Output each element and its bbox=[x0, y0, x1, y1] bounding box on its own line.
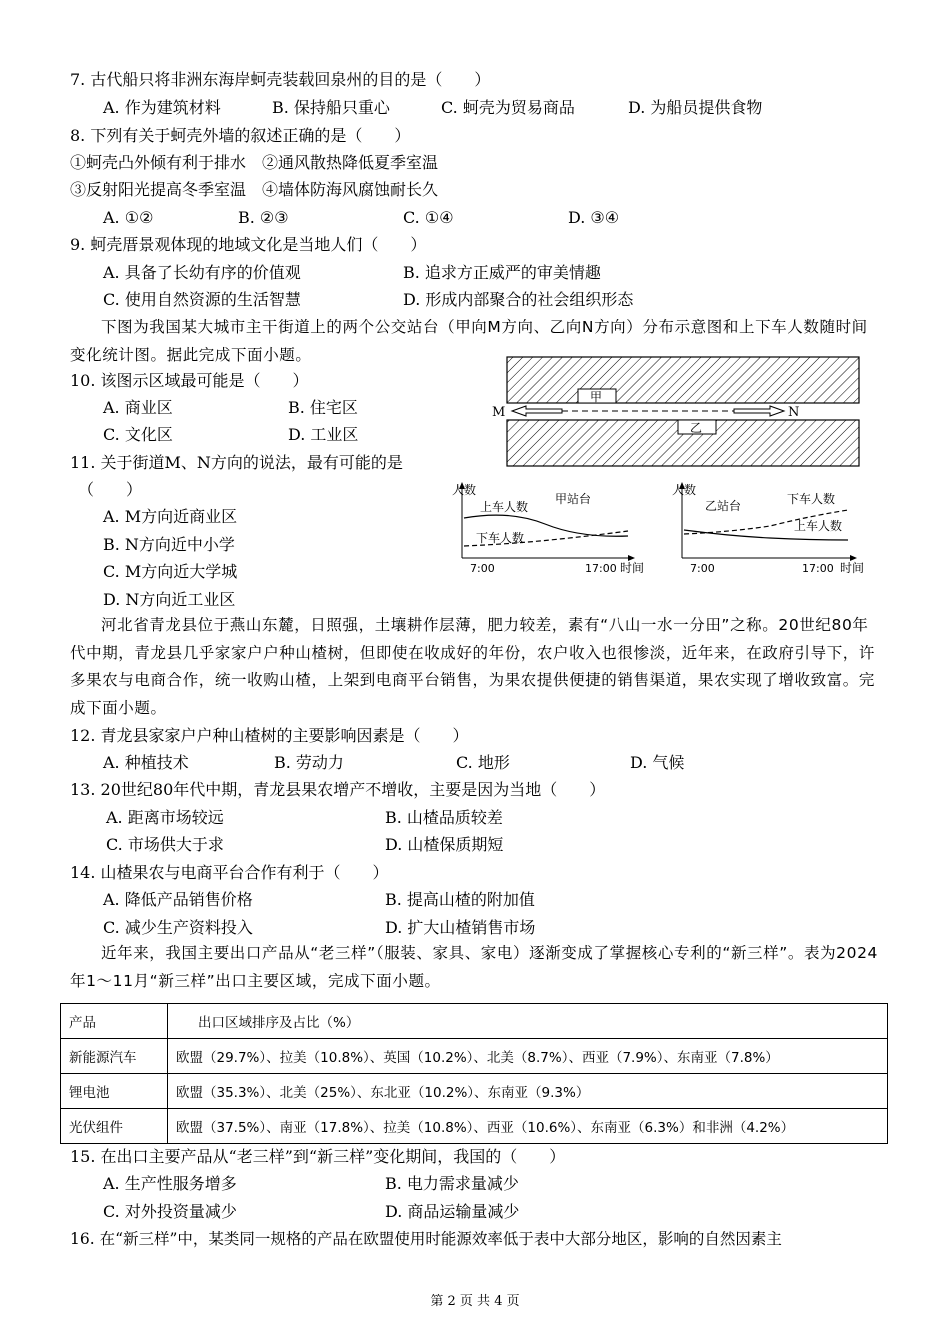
q9-option-a: A. 具备了长幼有序的价值观 bbox=[103, 263, 301, 282]
table-cell-product: 新能源汽车 bbox=[61, 1039, 168, 1074]
q11-option-d: D. N方向近工业区 bbox=[103, 590, 236, 609]
q14-option-c: C. 减少生产资料投入 bbox=[103, 918, 253, 937]
q9-option-b: B. 追求方正威严的审美情趣 bbox=[403, 263, 601, 282]
q12-option-b: B. 劳动力 bbox=[274, 753, 344, 772]
page-footer: 第 2 页 共 4 页 bbox=[430, 1294, 520, 1309]
q15-option-d: D. 商品运输量减少 bbox=[385, 1202, 520, 1221]
building-block-north bbox=[507, 357, 859, 403]
chart-jia-tick-end: 17:00 bbox=[585, 562, 617, 575]
chart-yi-station bbox=[670, 480, 880, 580]
chart-jia-down-label: 下车人数 bbox=[476, 531, 525, 545]
q8-option-d: D. ③④ bbox=[568, 208, 620, 227]
intro-paragraph-qinglong: 河北省青龙县位于燕山东麓，日照强，土壤耕作层薄，肥力较差，素有“八山一水一分田”之称。20世纪80年代中期，青龙县几乎家家户户种山楂树，但即使在收成好的年份，农户收入也很惨淡，近年来，在政府引导下，许多果农与电商合作，统一收购山楂，上架到电商平台销售，为果农提供便捷的销售渠道，果农实现了增收致富。完成下面小题。 bbox=[70, 616, 876, 717]
arrow-n bbox=[734, 406, 784, 416]
station-yi-label: 乙 bbox=[690, 421, 703, 435]
q15-option-a: A. 生产性服务增多 bbox=[103, 1174, 237, 1193]
q8-statement-2: ③反射阳光提高冬季室温 ④墙体防海风腐蚀耐长久 bbox=[70, 180, 439, 199]
q7-option-b: B. 保持船只重心 bbox=[272, 98, 390, 117]
q8-option-a: A. ①② bbox=[103, 208, 154, 227]
arrow-m bbox=[512, 406, 562, 416]
chart-yi-down-label: 下车人数 bbox=[787, 492, 836, 506]
q15-option-b: B. 电力需求量减少 bbox=[385, 1174, 519, 1193]
table-row bbox=[61, 1039, 888, 1074]
q12-stem: 12. 青龙县家家户户种山楂树的主要影响因素是（ ） bbox=[70, 726, 469, 745]
q11-option-a: A. M方向近商业区 bbox=[103, 507, 238, 526]
q12-option-a: A. 种植技术 bbox=[103, 753, 189, 772]
intro-paragraph-new-three: 近年来，我国主要出口产品从“老三样”（服装、家具、家电）逐渐变成了掌握核心专利的“新三样”。表为2024年1～11月“新三样”出口主要区域，完成下面小题。 bbox=[70, 944, 879, 990]
q7-option-c: C. 蚵壳为贸易商品 bbox=[441, 98, 575, 117]
q12-option-d: D. 气候 bbox=[630, 753, 685, 772]
table-header-row bbox=[61, 1004, 888, 1039]
chart-yi-x-label: 时间 bbox=[840, 561, 865, 575]
q10-option-d: D. 工业区 bbox=[288, 425, 359, 444]
chart-yi-up-label: 上车人数 bbox=[794, 519, 843, 533]
chart-yi-y-label: 人数 bbox=[672, 483, 697, 497]
q8-option-b: B. ②③ bbox=[238, 208, 289, 227]
chart-jia-y-label: 人数 bbox=[452, 483, 477, 497]
q10-option-c: C. 文化区 bbox=[103, 425, 173, 444]
q13-option-b: B. 山楂品质较差 bbox=[385, 808, 503, 827]
table-cell-product: 光伏组件 bbox=[61, 1109, 168, 1144]
q9-option-d: D. 形成内部聚合的社会组织形态 bbox=[403, 290, 634, 309]
street-diagram bbox=[490, 350, 890, 470]
table-row bbox=[61, 1074, 888, 1109]
label-n: N bbox=[788, 405, 800, 420]
chart-yi-title: 乙站台 bbox=[705, 499, 742, 513]
intro-paragraph-bus: 下图为我国某大城市主干街道上的两个公交站台（甲向M方向、乙向N方向）分布示意图和上下车人数随时间变化统计图。据此完成下面小题。 bbox=[70, 318, 868, 364]
q13-stem: 13. 20世纪80年代中期，青龙县果农增产不增收，主要是因为当地（ ） bbox=[70, 780, 606, 799]
table-cell-regions: 欧盟（35.3%）、北美（25%）、东北亚（10.2%）、东南亚（9.3%） bbox=[168, 1074, 888, 1109]
q14-option-d: D. 扩大山楂销售市场 bbox=[385, 918, 536, 937]
q9-stem: 9. 蚵壳厝景观体现的地域文化是当地人们（ ） bbox=[70, 235, 427, 254]
chart-jia-x-label: 时间 bbox=[620, 561, 645, 575]
q13-option-c: C. 市场供大于求 bbox=[106, 835, 224, 854]
q14-option-b: B. 提高山楂的附加值 bbox=[385, 890, 535, 909]
table-row bbox=[61, 1109, 888, 1144]
table-header-region: 出口区域排序及占比（%） bbox=[168, 1004, 888, 1039]
q11-option-b: B. N方向近中小学 bbox=[103, 535, 235, 554]
q8-option-c: C. ①④ bbox=[403, 208, 454, 227]
q10-option-b: B. 住宅区 bbox=[288, 398, 358, 417]
q10-option-a: A. 商业区 bbox=[103, 398, 173, 417]
q13-option-d: D. 山楂保质期短 bbox=[385, 835, 504, 854]
chart-jia-up-label: 上车人数 bbox=[480, 500, 529, 514]
q12-option-c: C. 地形 bbox=[456, 753, 510, 772]
q11-option-c: C. M方向近大学城 bbox=[103, 562, 238, 581]
chart-jia-station bbox=[450, 480, 655, 580]
table-cell-product: 锂电池 bbox=[61, 1074, 168, 1109]
q15-option-c: C. 对外投资量减少 bbox=[103, 1202, 237, 1221]
q13-option-a: A. 距离市场较远 bbox=[106, 808, 224, 827]
q14-option-a: A. 降低产品销售价格 bbox=[103, 890, 253, 909]
label-m: M bbox=[492, 405, 506, 420]
export-table bbox=[60, 1003, 888, 1144]
q8-stem: 8. 下列有关于蚵壳外墙的叙述正确的是（ ） bbox=[70, 126, 411, 145]
table-cell-regions: 欧盟（29.7%）、拉美（10.8%）、英国（10.2%）、北美（8.7%）、西亚（7.9%）、东南亚（7.8%） bbox=[168, 1039, 888, 1074]
q7-option-a: A. 作为建筑材料 bbox=[103, 98, 221, 117]
q7-option-d: D. 为船员提供食物 bbox=[628, 98, 763, 117]
chart-yi-tick-start: 7:00 bbox=[690, 562, 715, 575]
table-cell-regions: 欧盟（37.5%）、南亚（17.8%）、拉美（10.8%）、西亚（10.6%）、东南亚（6.3%）和非洲（4.2%） bbox=[168, 1109, 888, 1144]
q8-statement-1: ①蚵壳凸外倾有利于排水 ②通风散热降低夏季室温 bbox=[70, 153, 439, 172]
q9-option-c: C. 使用自然资源的生活智慧 bbox=[103, 290, 301, 309]
q15-stem: 15. 在出口主要产品从“老三样”到“新三样”变化期间，我国的（ ） bbox=[70, 1147, 566, 1166]
q16-stem: 16. 在“新三样”中，某类同一规格的产品在欧盟使用时能源效率低于表中大部分地区，影响的自然因素主 bbox=[70, 1230, 782, 1248]
q11-stem: 11. 关于街道M、N方向的说法，最有可能的是 bbox=[70, 453, 403, 472]
q10-stem: 10. 该图示区域最可能是（ ） bbox=[70, 371, 309, 390]
station-jia-label: 甲 bbox=[590, 390, 603, 404]
chart-jia-title: 甲站台 bbox=[555, 492, 592, 506]
table-header-product: 产品 bbox=[61, 1004, 168, 1039]
chart-yi-tick-end: 17:00 bbox=[802, 562, 834, 575]
q7-stem: 7. 古代船只将非洲东海岸蚵壳装载回泉州的目的是（ ） bbox=[70, 70, 491, 89]
chart-jia-tick-start: 7:00 bbox=[470, 562, 495, 575]
q11-answer-paren: （ ） bbox=[78, 480, 143, 499]
q14-stem: 14. 山楂果农与电商平台合作有利于（ ） bbox=[70, 863, 389, 882]
